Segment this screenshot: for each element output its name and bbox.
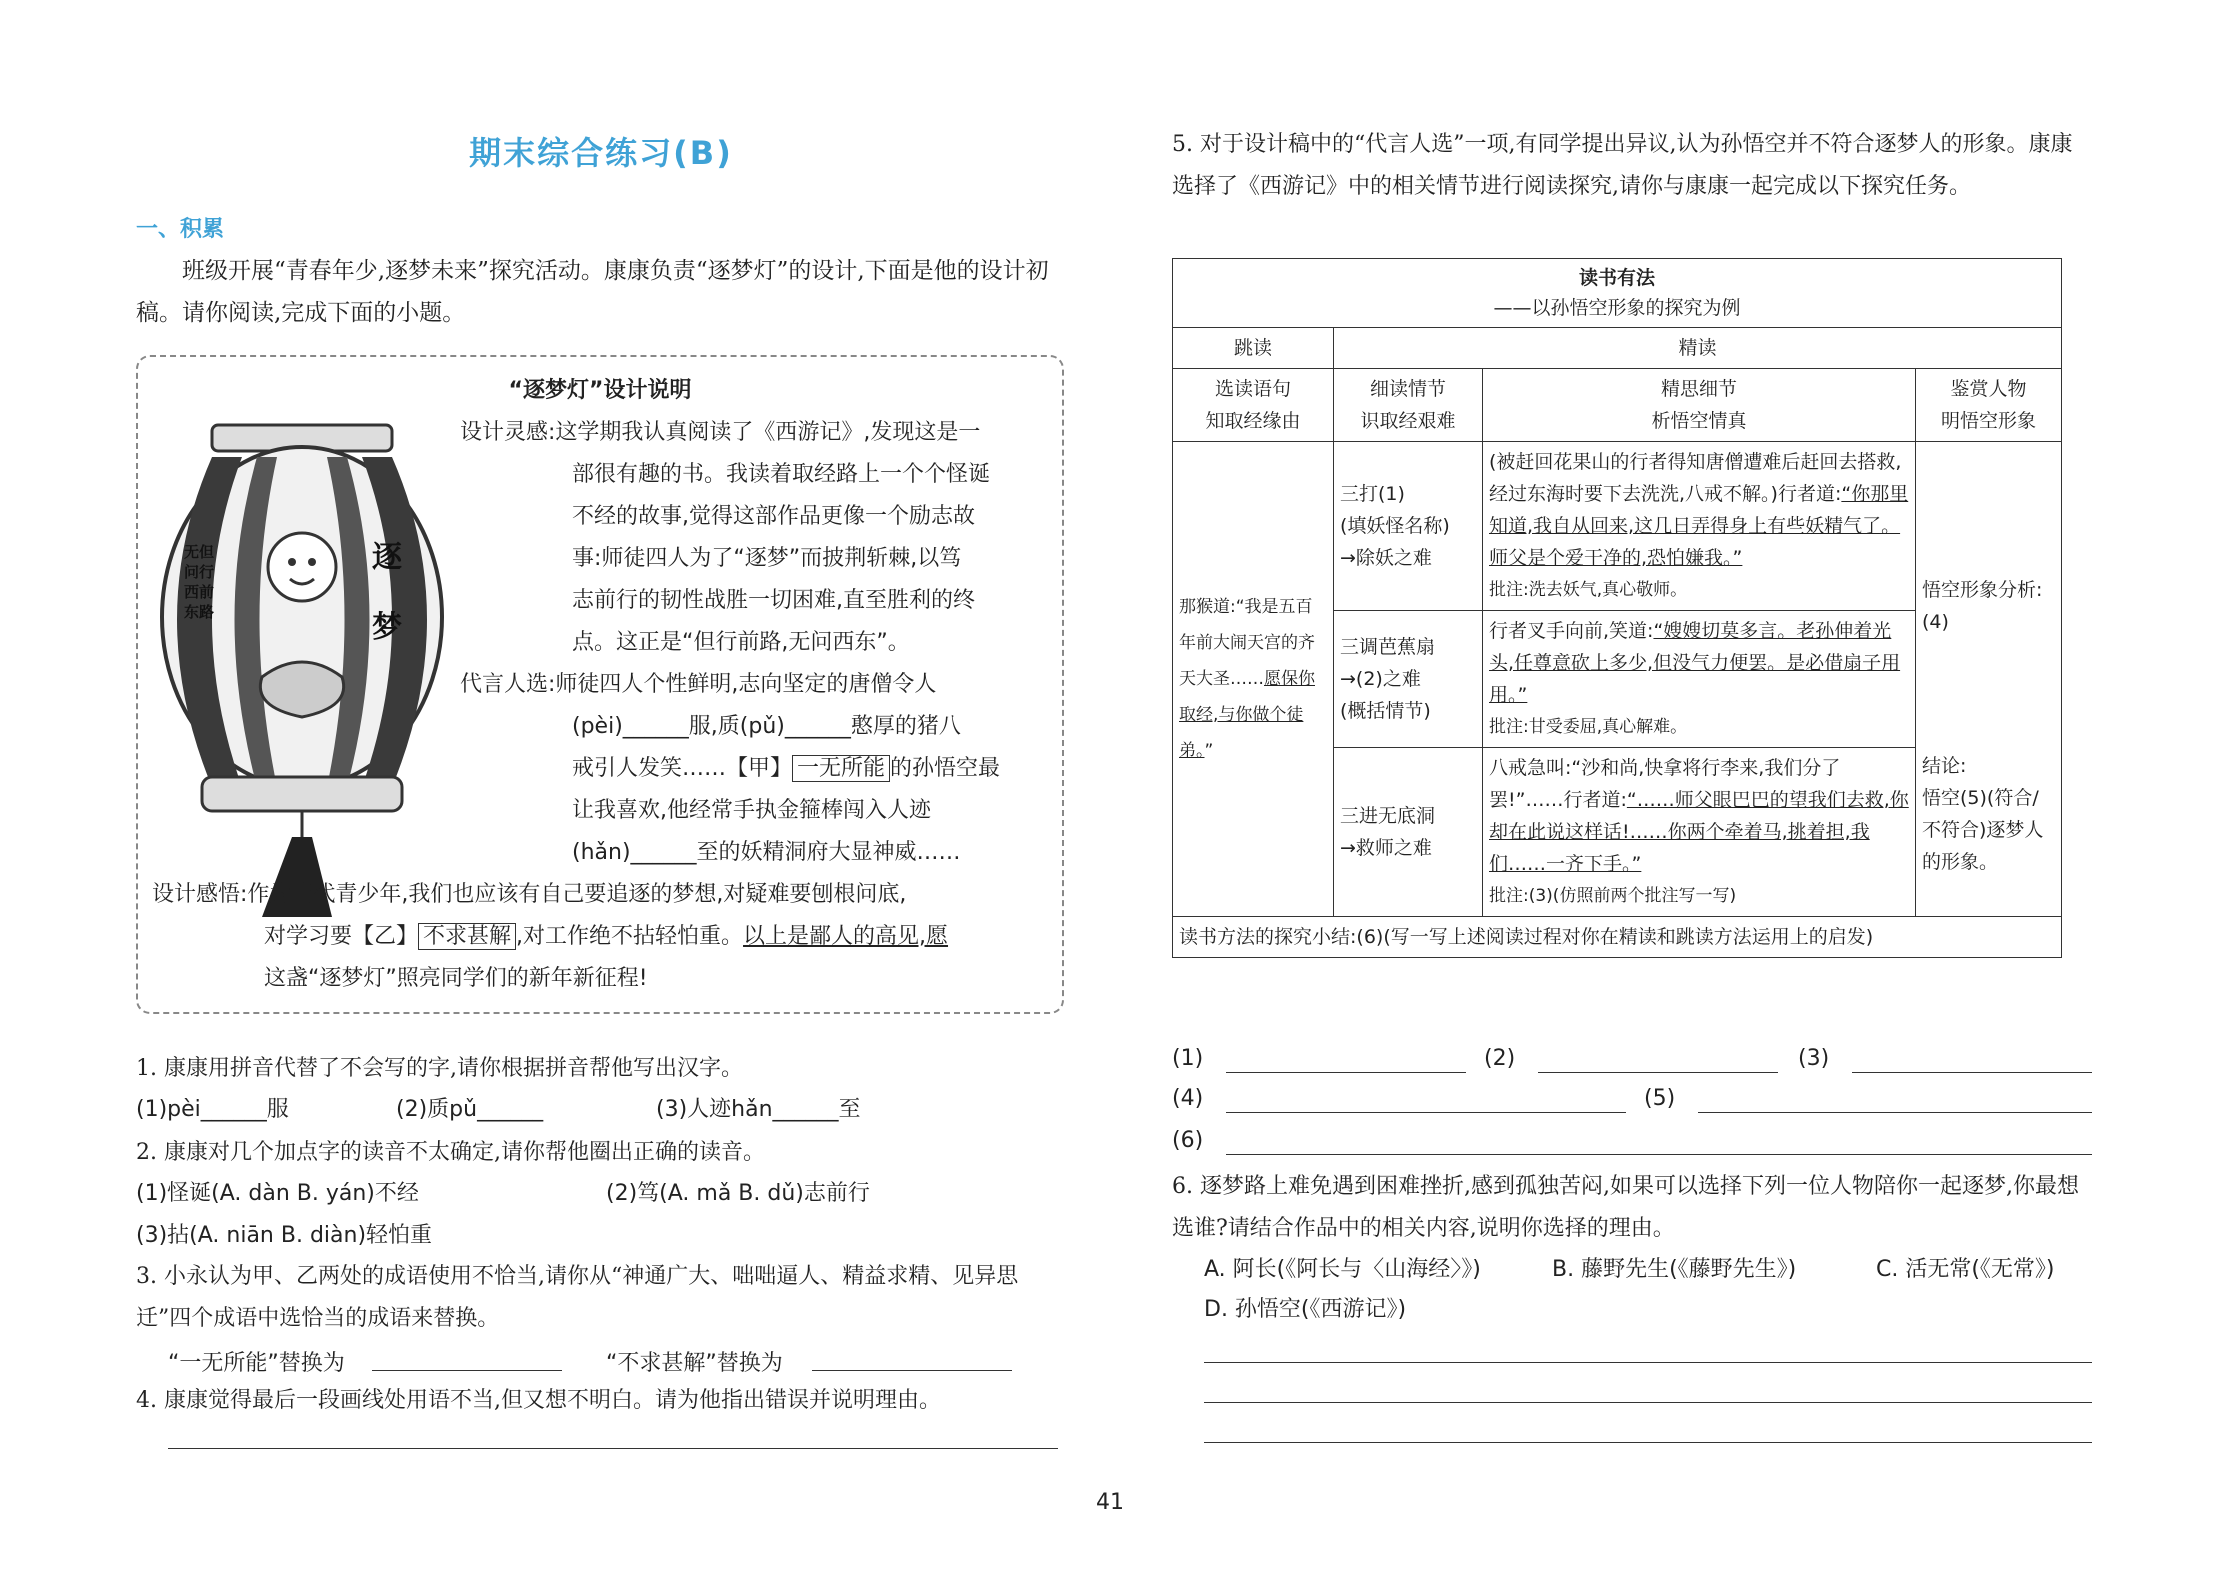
question-2: 2. 康康对几个加点字的读音不太确定,请你帮他圈出正确的读音。 [136,1140,765,1165]
table-title-cell: 读书有法 ——以孙悟空形象的探究为例 [1173,259,2062,328]
q3-answer-line-jia[interactable] [372,1370,562,1371]
intro-paragraph: 班级开展“青春年少,逐梦未来”探究活动。康康负责“逐梦灯”的设计,下面是他的设计初稿。请你阅读,完成下面的小题。 [136,258,1049,326]
detail-cell-2: 行者叉手向前,笑道:“嫂嫂切莫多言。老孙伸着光头,任尊意砍上多少,但没气力便罢。是必借扇子用用。” 批注:甘受委屈,真心解难。 [1483,611,1916,748]
q6-answer-line-2[interactable] [1204,1402,2092,1403]
answer-line-3[interactable] [1852,1072,2092,1073]
q1-option-2[interactable]: (2)质pǔ______ [396,1097,544,1122]
q3-answer-line-yi[interactable] [812,1370,1012,1371]
box-title: “逐梦灯”设计说明 [508,378,692,403]
lantern-main-char-2: 梦 [372,610,402,645]
lantern-main-char-1: 逐 [372,540,402,575]
feeling-paragraph: 设计感悟:作为当代青少年,我们也应该有自己要追逐的梦想,对疑难要刨根问底, 对学习要【乙】 不求甚解 ,对工作绝不拈轻怕重。以上是鄙人的高见,愿 这盏“逐梦灯”照亮同学们的新年新征程! [152,882,949,991]
question-4: 4. 康康觉得最后一段画线处用语不当,但又想不明白。请为他指出错误并说明理由。 [136,1388,941,1413]
page-title: 期末综合练习(B) [469,134,733,172]
plot-cell-1: 三打(1) (填妖怪名称) →除妖之难 [1334,442,1483,611]
q2-option-2[interactable]: (2)笃(A. mǎ B. dǔ)志前行 [606,1181,870,1206]
q1-option-1[interactable]: (1)pèi______服 [136,1097,289,1122]
q6-answer-line-3[interactable] [1204,1442,2092,1443]
plot-cell-2: 三调芭蕉扇 →(2)之难 (概括情节) [1334,611,1483,748]
answer-label-2: (2) [1484,1046,1516,1071]
sub-header-1: 选读语句 知取经缘由 [1173,369,1334,442]
summary-cell: 读书方法的探究小结:(6)(写一写上述阅读过程对你在精读和跳读方法运用上的启发) [1173,917,2062,958]
analysis-cell: 悟空形象分析:(4) 结论: 悟空(5)(符合/不符合)逐梦人的形象。 [1916,442,2062,917]
q2-option-1[interactable]: (1)怪诞(A. dàn B. yán)不经 [136,1181,419,1206]
plot-cell-3: 三进无底洞 →救师之难 [1334,748,1483,917]
lantern-side-1: 无但 [184,543,215,561]
lantern-illustration [152,417,452,927]
lantern-side-4: 东路 [184,603,215,621]
q6-option-a[interactable]: A. 阿长(《阿长与〈山海经〉》) [1204,1257,1481,1282]
q3-label-yi: “不求甚解”替换为 [606,1351,783,1376]
q6-option-d[interactable]: D. 孙悟空(《西游记》) [1204,1297,1407,1322]
q6-option-c[interactable]: C. 活无常(《无常》) [1876,1257,2055,1282]
answer-line-1[interactable] [1226,1072,1466,1073]
q4-answer-line[interactable] [168,1448,1058,1449]
idiom-jia: 一无所能 [792,755,890,782]
question-3: 3. 小永认为甲、乙两处的成语使用不恰当,请你从“神通广大、咄咄逼人、精益求精、见异思迁”四个成语中选恰当的成语来替换。 [136,1264,1019,1331]
header-skim: 跳读 [1173,328,1334,369]
q2-option-3[interactable]: (3)拈(A. niān B. diàn)轻怕重 [136,1223,433,1248]
question-1: 1. 康康用拼音代替了不会写的字,请你根据拼音帮他写出汉字。 [136,1056,743,1081]
question-5: 5. 对于设计稿中的“代言人选”一项,有同学提出异议,认为孙悟空并不符合逐梦人的形象。康康选择了《西游记》中的相关情节进行阅读探究,请你与康康一起完成以下探究任务。 [1172,132,2073,199]
design-description-box [136,355,1064,1014]
page-number: 41 [1096,1490,1124,1515]
underlined-phrase: 以上是鄙人的高见,愿 [743,924,949,949]
answer-line-6[interactable] [1226,1154,2092,1155]
q1-option-3[interactable]: (3)人迹hǎn______至 [656,1097,861,1122]
sub-header-3: 精思细节 析悟空情真 [1483,369,1916,442]
section-heading: 一、积累 [136,217,225,242]
q6-answer-line-1[interactable] [1204,1362,2092,1363]
q6-option-b[interactable]: B. 藤野先生(《藤野先生》) [1552,1257,1797,1282]
answer-line-2[interactable] [1538,1072,1778,1073]
answer-label-1: (1) [1172,1046,1204,1071]
sub-header-4: 鉴赏人物 明悟空形象 [1916,369,2062,442]
lantern-side-2: 问行 [184,563,215,581]
answer-line-4[interactable] [1226,1112,1626,1113]
sub-header-2: 细读情节 识取经艰难 [1334,369,1483,442]
detail-cell-1: (被赶回花果山的行者得知唐僧遭难后赶回去搭救,经过东海时要下去洗洗,八戒不解。)行者道:“你那里知道,我自从回来,这几日弄得身上有些妖精气了。师父是个爱干净的,恐怕嫌我。” 批注:洗去妖气,真心敬师。 [1483,442,1916,611]
reading-method-table [1172,258,2062,958]
answer-line-5[interactable] [1698,1112,2092,1113]
question-6: 6. 逐梦路上难免遇到困难挫折,感到孤独苦闷,如果可以选择下列一位人物陪你一起逐梦,你最想选谁?请结合作品中的相关内容,说明你选择的理由。 [1172,1174,2079,1241]
skim-quote-cell: 那猴道:“我是五百年前大闹天宫的齐天大圣……愿保你取经,与你做个徒弟。” [1173,442,1334,917]
q3-label-jia: “一无所能”替换为 [168,1351,345,1376]
answer-label-4: (4) [1172,1086,1204,1111]
answer-label-3: (3) [1798,1046,1830,1071]
detail-cell-3: 八戒急叫:“沙和尚,快拿将行李来,我们分了罢!”……行者道:“……师父眼巴巴的望我们去救,你却在此说这样话!……你两个牵着马,挑着担,我们……一齐下手。” 批注:(3)(仿照前两个批注写一写) [1483,748,1916,917]
lantern-side-3: 西前 [184,583,215,601]
header-intensive: 精读 [1334,328,2062,369]
answer-label-6: (6) [1172,1128,1204,1153]
answer-label-5: (5) [1644,1086,1676,1111]
idiom-yi: 不求甚解 [418,923,516,950]
inspiration-paragraph: 设计灵感:这学期我认真阅读了《西游记》,发现这是一 部很有趣的书。我读着取经路上一个个怪诞 不经的故事,觉得这部作品更像一个励志故 事:师徒四人为了“逐梦”而披荆斩棘,以笃 志前行的韧性战胜一切困难,直至胜利的终 点。这正是“但行前路,无问西东”。 代言人选:师徒四人个性鲜明,志向坚定的唐僧令人 (pèi)______服,质(pǔ)______憨厚的猪八 戒引人发笑……【甲】 一无所能 的孙悟空最 让我喜欢,他经常手执金箍棒闯入人迹 (hǎn)______至的妖精洞府大显神威…… [460,420,1001,865]
